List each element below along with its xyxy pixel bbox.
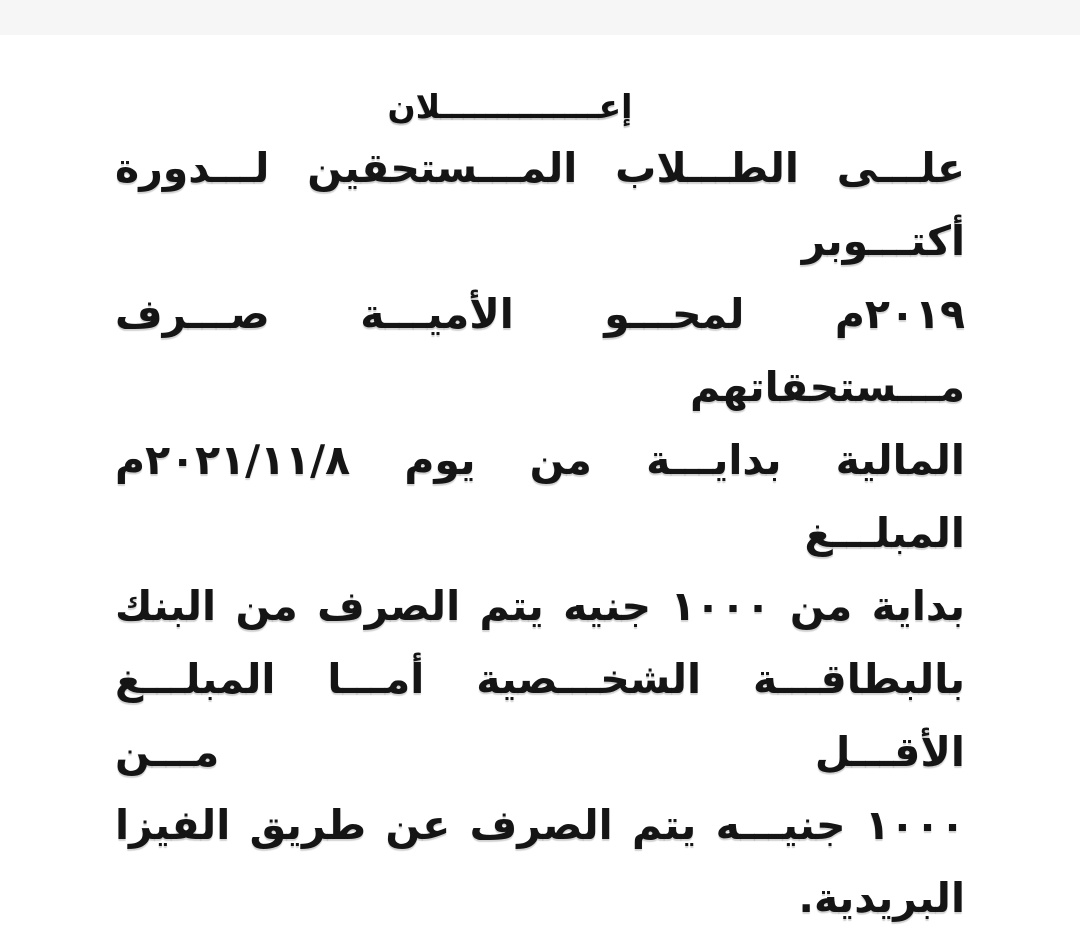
announcement-line-4: بداية من ١٠٠٠ جنيه يتم الصرف من البنك — [115, 582, 965, 630]
announcement-document — [0, 35, 1080, 935]
announcement-line-3: المالية بدايـــة من يوم ٢٠٢١/١١/٨م المبلـــغ — [115, 436, 965, 557]
announcement-line-7: البريدية. — [798, 874, 965, 922]
announcement-line-2: ٢٠١٩م لمحـــو الأميـــة صـــرف مـــستحقاتهم — [115, 290, 965, 411]
announcement-line-1: علـــى الطـــلاب المـــستحقين لـــدورة أكتـــوبر — [115, 144, 965, 265]
announcement-line-5: بالبطاقـــة الشخـــصية أمـــا المبلـــغ الأقـــل مـــن — [115, 655, 965, 776]
announcement-line-6: ١٠٠٠ جنيـــه يتم الصرف عن طريق الفيزا — [115, 801, 965, 849]
announcement-title: إعــــــــــــــلان — [387, 87, 633, 126]
scan-top-band — [0, 0, 1080, 35]
announcement-body — [115, 132, 965, 935]
